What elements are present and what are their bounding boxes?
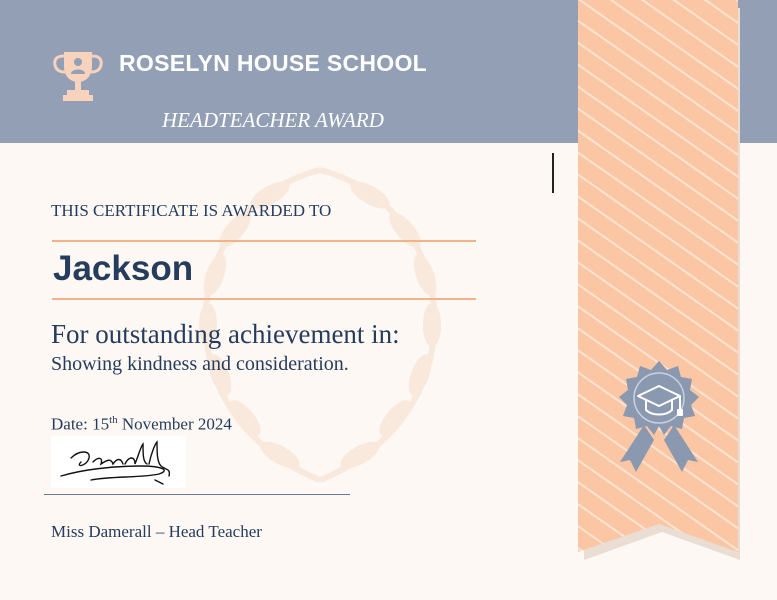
award-title: HEADTEACHER AWARD (162, 108, 384, 132)
date-rest: November 2024 (117, 414, 232, 434)
trophy-icon (50, 48, 106, 104)
signatory-name: Miss Damerall – Head Teacher (51, 522, 262, 541)
date-prefix: Date: 15 (51, 414, 110, 434)
achievement-heading: For outstanding achievement in: (51, 319, 400, 349)
date-suffix: th (109, 414, 118, 426)
name-bottom-rule (52, 298, 476, 300)
award-date (51, 414, 232, 435)
text-cursor (552, 153, 554, 193)
recipient-name: Jackson (53, 249, 194, 288)
school-name: ROSELYN HOUSE SCHOOL (119, 50, 428, 76)
ribbon-banner (578, 0, 740, 560)
signature-line (44, 494, 350, 495)
signature-image (51, 436, 186, 488)
achievement-text: Showing kindness and consideration. (51, 353, 349, 375)
name-top-rule (52, 240, 476, 242)
awarded-to-label: THIS CERTIFICATE IS AWARDED TO (51, 201, 332, 220)
